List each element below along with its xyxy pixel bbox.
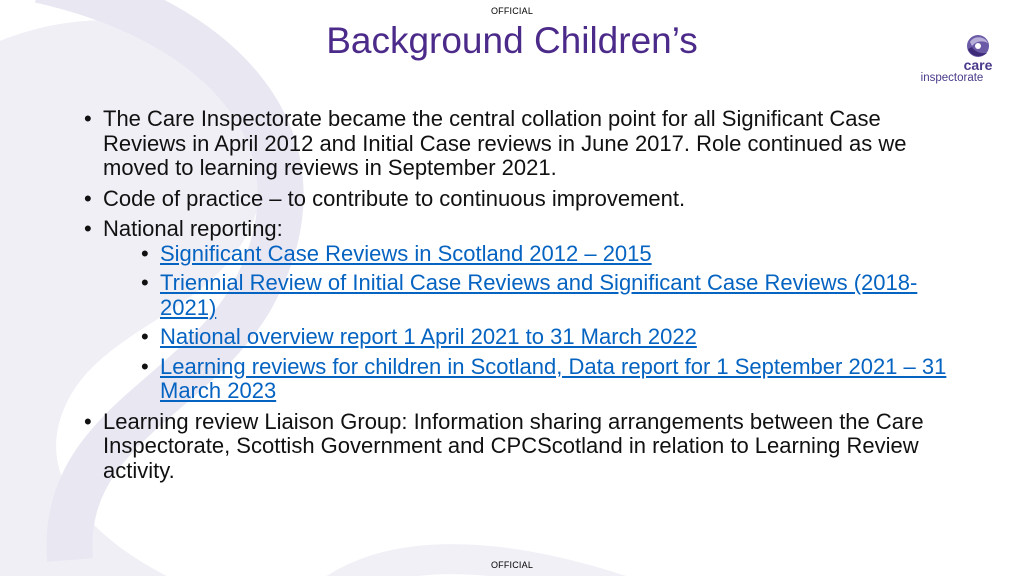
bullet-national-reporting	[84, 217, 964, 404]
link-learning-reviews-data-report[interactable]: Learning reviews for children in Scotland, Data report for 1 September 2021 – 31 March 2023	[160, 353, 947, 403]
report-link-item	[122, 355, 960, 404]
link-triennial-review[interactable]: Triennial Review of Initial Case Reviews and Significant Case Reviews (2018-2021)	[160, 270, 918, 320]
bullet-code-of-practice: • Code of practice – to contribute to continuous improvement.	[84, 187, 964, 212]
report-link-item	[122, 271, 960, 320]
report-link-item	[122, 242, 960, 267]
classification-marking-bottom: OFFICIAL	[490, 560, 534, 570]
classification-marking-top: OFFICIAL	[490, 6, 534, 16]
page-title: Background Children’s	[326, 20, 698, 61]
report-links-list	[103, 242, 964, 404]
slide-body	[84, 107, 964, 489]
bullet-list	[84, 107, 964, 483]
logo-line1: care	[963, 57, 993, 73]
link-national-overview-2021-2022[interactable]: National overview report 1 April 2021 to 31 March 2022	[160, 324, 697, 349]
bullet-liaison-group: • Learning review Liaison Group: Information sharing arrangements between the Care Inspectorate, Scottish Government and CPCScotland in relation to Learning Review activity.	[84, 410, 964, 484]
logo-swirl-icon	[906, 32, 996, 84]
logo-line2: inspectorate	[920, 72, 984, 84]
bullet-central-collation: • The Care Inspectorate became the central collation point for all Significant Case Reviews in April 2012 and Initial Case reviews in June 2017. Role continued as we moved to learning reviews in September 2021.	[84, 107, 964, 181]
national-reporting-label: National reporting:	[103, 216, 283, 241]
report-link-item	[122, 325, 960, 350]
link-scr-2012-2015[interactable]: Significant Case Reviews in Scotland 2012 – 2015	[160, 240, 652, 266]
care-inspectorate-logo	[906, 32, 996, 84]
